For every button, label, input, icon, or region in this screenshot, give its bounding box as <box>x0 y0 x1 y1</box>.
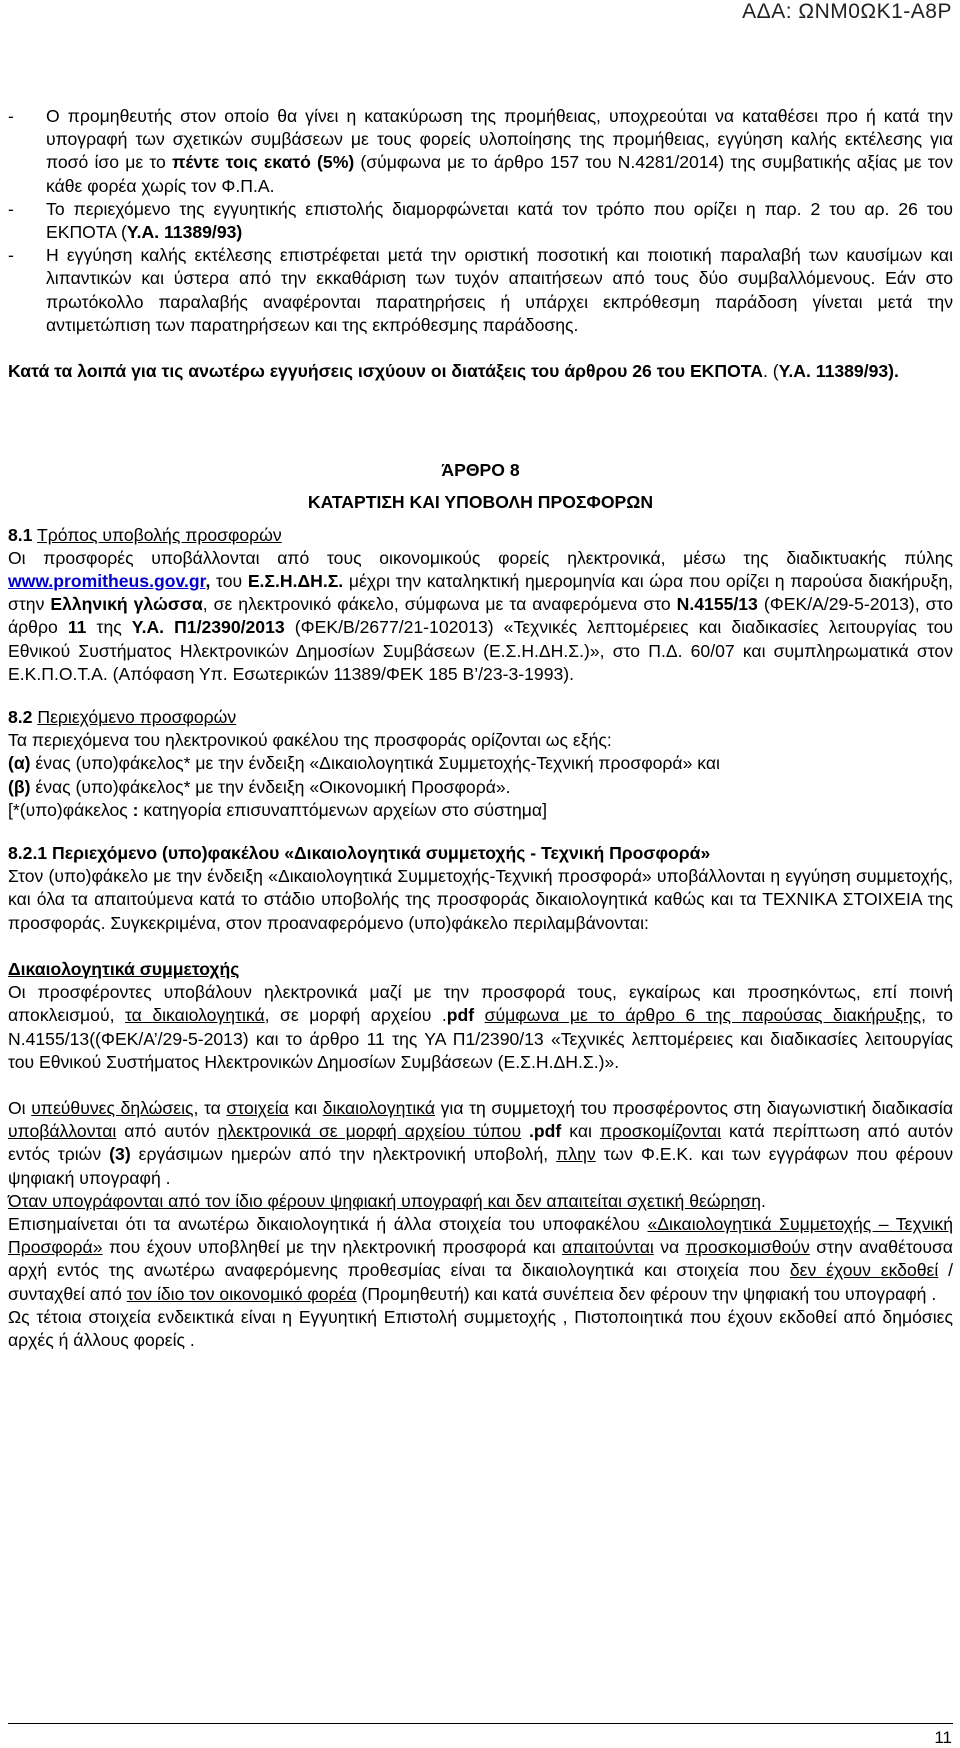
text-run: , το Ν.4155/13((ΦΕΚ/Α’/29-5-2013) και το άρθρο 11 της ΥΑ Π1/2390/13 «Τεχνικές λεπτομέρειες και διαδικασίες λειτουργίας του Εθνικού Συστήματος Ηλεκτρονικών Δημοσίων Συμβάσεων (Ε.Σ.Η.ΔΗ.Σ.)». <box>8 1005 953 1072</box>
text-run: τον ίδιο τον οικονομικό φορέα <box>126 1283 357 1304</box>
text-run: (ΦΕΚ/Α/29-5-2013), στο άρθρο <box>8 594 953 638</box>
text-run: (σύμφωνα με το άρθρο 157 του Ν.4281/2014) της συμβατικής αξίας με τον κάθε φορέα χωρίς τον Φ.Π.Α. <box>46 152 954 196</box>
text-run <box>474 1005 484 1025</box>
text-run: «Δικαιολογητικά Συμμετοχής – Τεχνική Προσφορά» <box>8 1213 953 1258</box>
bullet-text <box>46 105 953 198</box>
bullet-dash: - <box>8 245 14 266</box>
text-run: ένας (υπο)φάκελος* με την ένδειξη «Οικονομική Προσφορά». <box>30 776 511 797</box>
text-run: 8.1 <box>8 524 33 545</box>
text-run: , <box>205 571 217 592</box>
text-run: και <box>288 1097 323 1118</box>
text-run: (α) <box>8 753 31 774</box>
text-run: και <box>561 1121 600 1142</box>
text-run: Όταν υπογράφονται από τον ίδιο φέρουν ψηφιακή υπογραφή και δεν απαιτείται σχετική θεώρηση <box>8 1190 761 1211</box>
text-run <box>521 1121 529 1141</box>
portal-link[interactable]: www.promitheus.gov.gr <box>8 571 206 592</box>
participation-documents <box>8 958 953 1074</box>
bullet-item <box>8 198 953 244</box>
text-run: Ο προμηθευτής στον οποίο θα γίνει η κατακύρωση της προμήθειας, υποχρεούται να καταθέσει προ ή κατά την υπογραφή των σχετικών συμβάσεων με τους φορείς υλοποίησης της προμήθειας, εγγύηση καλής εκτέλεσης για ποσό ίσο με το <box>46 106 953 173</box>
submission-rules <box>8 1097 953 1352</box>
text-run: , σε μορφή αρχείου . <box>264 1005 447 1026</box>
text-run: υπεύθυνες δηλώσεις <box>31 1097 194 1118</box>
text-run: σύμφωνα με το άρθρο 6 της παρούσας διακήρυξης <box>484 1005 922 1026</box>
text-run: δεν έχουν εκδοθεί <box>789 1260 939 1281</box>
text-run: εργάσιμων ημερών από την ηλεκτρονική υποβολή, <box>130 1144 557 1165</box>
text-run: δικαιολογητικά <box>322 1097 436 1118</box>
text-run: (ΦΕΚ/Β/2677/21-102013) «Τεχνικές λεπτομέρειες και διαδικασίες λειτουργίας του Εθνικού Συστήματος Ηλεκτρονικών Δημοσίων Συμβάσεων (Ε.Σ.Η.ΔΗ.Σ.)», στο Π.Δ. 60/07 και συμπληρωματικά στον Ε.Κ.Π.Ο.Τ.Α. (Απόφαση Υπ. Εσωτερικών 11389/ΦΕΚ 185 Β’/23-3-1993). <box>8 617 953 684</box>
text-run: 8.2.1 Περιεχόμενο (υπο)φακέλου «Δικαιολογητικά συμμετοχής - Τεχνική Προσφορά» <box>8 843 711 864</box>
text-run: : <box>132 799 139 820</box>
text-run: της <box>86 617 132 638</box>
section-8-1 <box>8 524 953 686</box>
text-run: προσκομίζονται <box>599 1121 722 1142</box>
text-run: (Προμηθευτή) και κατά συνέπεια δεν φέρουν την ψηφιακή του υπογραφή . <box>356 1283 937 1304</box>
text-run: .pdf <box>529 1121 562 1142</box>
text-run: (β) <box>8 776 31 797</box>
text-run: των Φ.Ε.Κ. και των εγγράφων που φέρουν ψηφιακή υπογραφή . <box>8 1144 953 1188</box>
text-run: , σε ηλεκτρονικό φάκελο, σύμφωνα με τα αναφερόμενα στο <box>202 594 677 615</box>
text-run: μέχρι την καταληκτική ημερομηνία και ώρα που ορίζει η παρούσα διακήρυξη, στην <box>8 571 953 615</box>
text-run: υποβάλλονται <box>8 1121 117 1142</box>
text-run: Τρόπος υποβολής προσφορών <box>37 524 282 545</box>
bullet-text <box>46 244 953 337</box>
text-run: Υ.Α. Π1/2390/2013 <box>131 617 285 638</box>
text-run: pdf <box>446 1005 475 1026</box>
text-run: [*(υπο)φάκελος <box>8 799 133 820</box>
text-run: Ν.4155/13 <box>676 594 758 615</box>
text-run: ένας (υπο)φάκελος* με την ένδειξη «Δικαιολογητικά Συμμετοχής-Τεχνική προσφορά» και <box>30 753 720 774</box>
article-number: ΆΡΘΡΟ 8 <box>441 460 520 481</box>
text-run: Επισημαίνεται ότι τα ανωτέρω δικαιολογητικά ή άλλα στοιχεία του υποφακέλου <box>8 1213 648 1234</box>
text-run: /συνταχθεί από <box>8 1260 954 1304</box>
text-run: Οι προσφορές υποβάλλονται από τους οικονομικούς φορείς ηλεκτρονικά, μέσω της διαδικτυακής πύλης <box>8 547 953 568</box>
page-number: 11 <box>934 1728 952 1747</box>
text-run: προσκομισθούν <box>685 1237 810 1258</box>
text-run: για τη συμμετοχή του προσφέροντος στη διαγωνιστική διαδικασία <box>435 1097 953 1118</box>
text-run: . <box>761 1190 766 1211</box>
text-run: Τα περιεχόμενα του ηλεκτρονικού φακέλου της προσφοράς ορίζονται ως εξής: <box>8 730 612 751</box>
text-run: Οι <box>8 1097 32 1118</box>
text-run: τα δικαιολογητικά <box>124 1005 265 1026</box>
text-run: από αυτόν <box>116 1121 218 1142</box>
footer-divider <box>8 1723 953 1724</box>
text-run: (3) <box>109 1144 131 1165</box>
bullet-item <box>8 244 953 337</box>
guarantee-bullets <box>8 105 953 337</box>
text-run: 8.2 <box>8 707 33 728</box>
text-run: Κατά τα λοιπά για τις ανωτέρω εγγυήσεις ισχύουν οι διατάξεις του άρθρου 26 του ΕΚΠΟΤΑ <box>8 361 763 382</box>
text-run: Ελληνική γλώσσα <box>50 594 203 615</box>
text-run: κατά περίπτωση από αυτόν εντός τριών <box>8 1121 953 1165</box>
text-run: απαιτούνται <box>561 1237 654 1258</box>
section-8-2-1 <box>8 842 953 935</box>
text-run: του <box>216 571 248 592</box>
article-title: ΚΑΤΑΡΤΙΣΗ ΚΑΙ ΥΠΟΒΟΛΗ ΠΡΟΣΦΟΡΩΝ <box>307 492 654 513</box>
text-run: κατηγορία επισυναπτόμενων αρχείων στο σύστημα] <box>138 799 547 820</box>
guarantees-note <box>8 360 953 383</box>
text-run: , τα <box>193 1097 227 1118</box>
text-run: 11 <box>67 617 87 638</box>
text-run: στην αναθέτουσα αρχή εντός της ανωτέρω αναφερόμενης προθεσμίας είναι τα δικαιολογητικά και στοιχεία που <box>8 1237 953 1281</box>
text-run: στοιχεία <box>226 1097 289 1118</box>
text-run: Υ.Α. 11389/93) <box>126 222 243 243</box>
text-run: Ως τέτοια στοιχεία ενδεικτικά είναι η Εγγυητική Επιστολή συμμετοχής , Πιστοποιητικά που έχουν εκδοθεί από δημόσιες αρχές ή άλλους φορείς . <box>8 1306 953 1350</box>
document-page <box>8 105 953 1352</box>
text-run: πέντε τοις εκατό (5%) <box>172 152 355 173</box>
bullet-item <box>8 105 953 198</box>
text-run: Ε.Σ.Η.ΔΗ.Σ. <box>247 571 344 592</box>
ada-code: ΑΔΑ: ΩΝΜ0ΩΚ1-Α8Ρ <box>742 0 952 23</box>
text-run: Η εγγύηση καλής εκτέλεσης επιστρέφεται μετά την οριστική ποσοτική και ποιοτική παραλαβή των καυσίμων και λιπαντικών και ύστερα από την εκκαθάριση των τυχόν απαιτήσεων από τους δύο συμβαλλόμενους. Εάν στο πρωτόκολλο παραλαβής αναφέρονται παρατηρήσεις ή υπάρχει εκπρόθεσμη παράδοση γίνεται μετά την αντιμετώπιση των παρατηρήσεων και της εκπρόθεσμης παράδοσης. <box>46 245 953 335</box>
text-run: να <box>653 1237 686 1258</box>
text-run: που έχουν υποβληθεί με την ηλεκτρονική προσφορά και <box>102 1237 562 1258</box>
bullet-text <box>46 198 953 244</box>
text-run: Στον (υπο)φάκελο με την ένδειξη «Δικαιολογητικά Συμμετοχής-Τεχνική προσφορά» υποβάλλονται η εγγύηση συμμετοχής, και όλα τα απαιτούμενα κατά το στάδιο υποβολής της προσφοράς δικαιολογητικά καθώς και τα ΤΕΧΝΙΚΑ ΣΤΟΙΧΕΙΑ της προσφοράς. Συγκεκριμένα, στον προαναφερόμενο (υπο)φάκελο περιλαμβάνονται: <box>8 866 953 933</box>
text-run: πλην <box>556 1144 596 1165</box>
text-run: Το περιεχόμενο της εγγυητικής επιστολής διαμορφώνεται κατά τον τρόπο που ορίζει η παρ. 2 του αρ. 26 του ΕΚΠΟΤΑ ( <box>46 198 953 243</box>
text-run: ηλεκτρονικά σε μορφή αρχείου τύπου <box>217 1121 522 1142</box>
bullet-dash: - <box>8 106 14 126</box>
text-run: . ( <box>762 361 779 382</box>
bullet-dash: - <box>8 198 14 219</box>
section-8-2 <box>8 706 953 822</box>
text-run: Δικαιολογητικά συμμετοχής <box>8 958 240 979</box>
text-run: Περιεχόμενο προσφορών <box>37 707 237 728</box>
text-run: Οι προσφέροντες υποβάλουν ηλεκτρονικά μαζί με την προσφορά τους, εγκαίρως και προσηκόντως, επί ποινή αποκλεισμού, <box>8 982 953 1026</box>
text-run: Υ.Α. 11389/93). <box>778 361 899 382</box>
